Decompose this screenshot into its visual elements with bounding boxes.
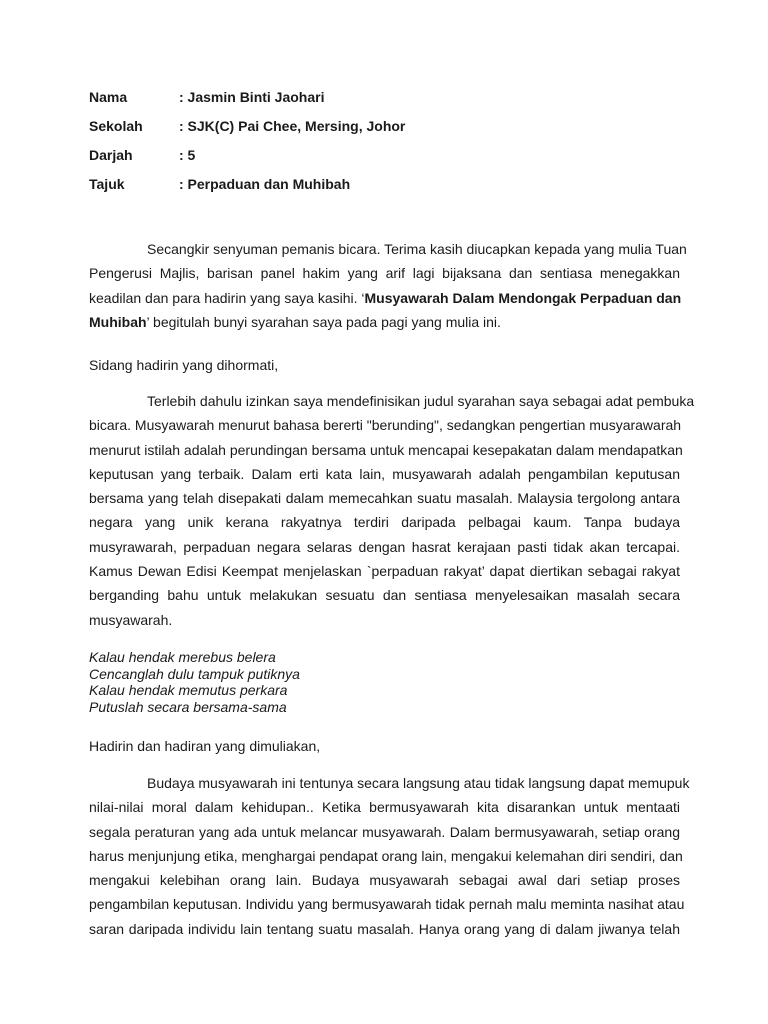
- greeting-sidang: Sidang hadirin yang dihormati,: [89, 357, 279, 373]
- text-line: [89, 286, 680, 310]
- header-label: Sekolah: [89, 118, 143, 134]
- header-value: : SJK(C) Pai Chee, Mersing, Johor: [179, 118, 406, 134]
- header-row-sekolah: [89, 117, 405, 135]
- text-line: negara yang unik kerana rakyatnya terdiri daripada pelbagai kaum. Tanpa budaya: [89, 514, 680, 531]
- text-line: Pengerusi Majlis, barisan panel hakim yang arif lagi bijaksana dan sentiasa menegakkan: [89, 265, 680, 282]
- paragraph-opening: [89, 237, 687, 334]
- text-line: saran daripada individu lain tentang suatu masalah. Hanya orang yang di dalam jiwanya telah: [89, 920, 680, 937]
- header-label: Darjah: [89, 147, 133, 163]
- text-line: [89, 310, 680, 334]
- pantun-line: Putuslah secara bersama-sama: [89, 698, 287, 715]
- text-line: pengambilan keputusan. Individu yang bermusyawarah tidak pernah malu meminta nasihat atau: [89, 896, 685, 913]
- text-line: mengakui kelebihan orang lain. Budaya musyawarah sebagai awal dari setiap proses: [89, 872, 680, 889]
- pantun-line: Kalau hendak merebus belera: [89, 649, 276, 665]
- header-row-nama: [89, 88, 324, 106]
- text-line: musyrawarah, perpaduan negara selaras dengan hasrat kerajaan pasti tidak akan tercapai.: [89, 538, 680, 555]
- speech-title-bold: Musyawarah Dalam Mendongak Perpaduan dan: [364, 289, 682, 306]
- text-line: segala peraturan yang ada untuk melancar musyawarah. Dalam bermusyawarah, setiap orang: [89, 823, 680, 840]
- paragraph-culture: [89, 771, 690, 941]
- pantun-line: Cencanglah dulu tampuk putiknya: [89, 665, 300, 682]
- text-line: keputusan yang terbaik. Dalam erti kata lain, musyawarah adalah pengambilan keputusan: [89, 465, 680, 482]
- text-line: Secangkir senyuman pemanis bicara. Terima kasih diucapkan kepada yang mulia Tuan: [147, 241, 687, 257]
- header-value: : 5: [179, 147, 196, 163]
- header-row-tajuk: [89, 175, 350, 193]
- text-line: Budaya musyawarah ini tentunya secara langsung atau tidak langsung dapat memupuk: [147, 775, 690, 791]
- header-value: : Perpaduan dan Muhibah: [179, 176, 351, 192]
- text-line: bicara. Musyawarah menurut bahasa bererti "berunding", sedangkan pengertian musyarawarah: [89, 417, 682, 434]
- text-line: harus menjunjung etika, menghargai pendapat orang lain, mengakui kelemahan diri sendiri, dan: [89, 847, 683, 864]
- greeting-hadirin: Hadirin dan hadiran yang dimuliakan,: [89, 738, 321, 754]
- text-line: musyawarah.: [89, 611, 173, 628]
- header-value: : Jasmin Binti Jaohari: [179, 89, 325, 105]
- paragraph-definition: [89, 389, 695, 632]
- pantun-line: Kalau hendak memutus perkara: [89, 682, 288, 699]
- speech-title-bold: Muhibah: [89, 313, 147, 330]
- pantun-verse: [89, 649, 300, 715]
- text-line: berganding bahu untuk melakukan sesuatu dan sentiasa menyelesaikan masalah secara: [89, 587, 680, 604]
- text-run: ’ begitulah bunyi syarahan saya pada pagi yang mulia ini.: [146, 313, 501, 330]
- text-line: bersama yang telah disepakati dalam memecahkan suatu masalah. Malaysia tergolong antara: [89, 490, 680, 507]
- text-run: keadilan dan para hadirin yang saya kasihi. ‘: [89, 289, 365, 306]
- header-label: Nama: [89, 89, 128, 105]
- text-line: menurut istilah adalah perundingan bersama untuk mencapai kesepakatan dalam mendapatkan: [89, 441, 683, 458]
- header-label: Tajuk: [89, 176, 125, 192]
- text-line: Kamus Dewan Edisi Keempat menjelaskan `perpaduan rakyat’ dapat diertikan sebagai rakyat: [89, 563, 680, 580]
- text-line: Terlebih dahulu izinkan saya mendefinisikan judul syarahan saya sebagai adat pembuka: [147, 393, 695, 409]
- header-row-darjah: [89, 146, 195, 164]
- text-line: nilai-nilai moral dalam kehidupan.. Ketika bermusyawarah kita disarankan untuk mentaati: [89, 799, 680, 816]
